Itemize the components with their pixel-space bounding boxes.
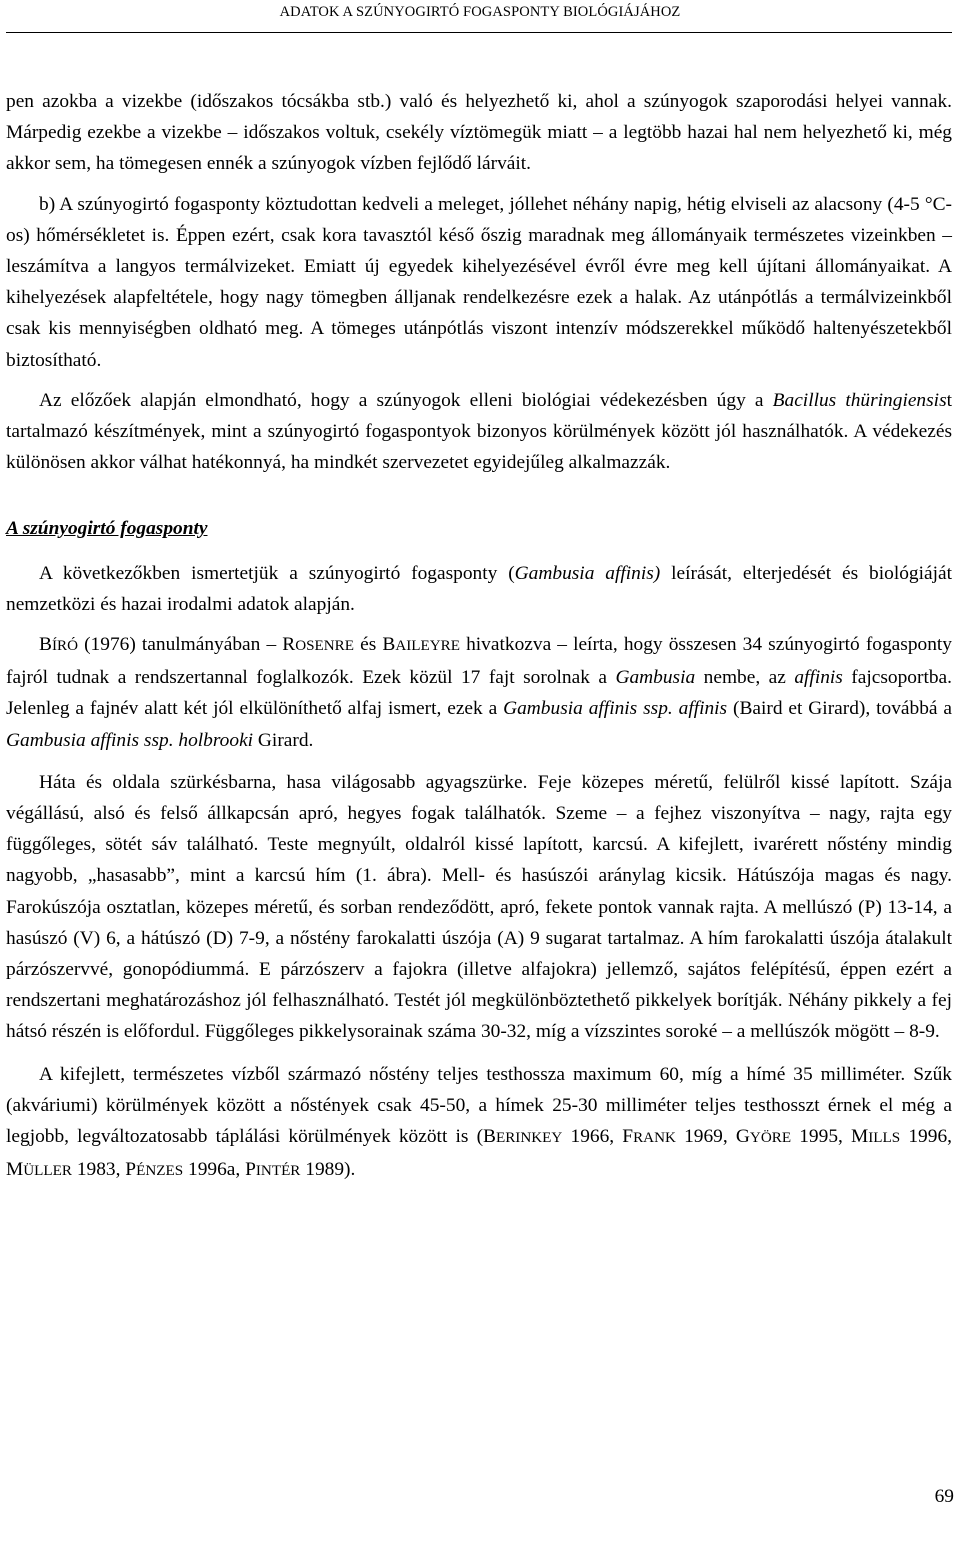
citation-author: BERINKEY	[483, 1126, 563, 1148]
paragraph-5: BÍRÓ (1976) tanulmányában – ROSENRE és BAILEYRE hivatkozva – leírta, hogy összesen 34 szúnyogirtó fogasponty fajról tudnak a rendszertannal foglalkozók. Ezek közül 17 fajt sorolnak a Gambusia nembe, az affinis fajcsoportba. Jelenleg a fajnév alatt két jól elkülöníthető alfaj ismert, ezek a Gambusia affinis ssp. affinis (Baird et Girard), továbbá a Gambusia affinis ssp. holbrooki Girard.	[6, 634, 952, 751]
author-name: OSENRE	[295, 638, 355, 655]
citation-author: ILLS	[868, 1130, 901, 1147]
running-header: ADATOK A SZÚNYOGIRTÓ FOGASPONTY BIOLÓGIÁJÁHOZ	[279, 4, 681, 20]
citation-author: ÉNZES	[136, 1163, 184, 1180]
header-divider	[6, 32, 952, 33]
paragraph-1: pen azokba a vizekbe (időszakos tócsákba stb.) való és helyezhető ki, ahol a szúnyogok szaporodási helyei vannak. Márpedig ezekbe a vizekbe – időszakos voltuk, csekély víztömegük miatt – a legtöbb hazai hal nem helyezhető ki, még akkor sem, ha tömegesen ennék a szúnyogok vízben fejlődő lárváit.	[6, 91, 952, 175]
subspecies-name: Gambusia affinis ssp. holbrooki	[6, 729, 254, 751]
paragraph-4: A következőkben ismertetjük a szúnyogirtó fogasponty (Gambusia affinis) leírását, elterjedését és biológiáját nemzetközi és hazai irodalmi adatok alapján.	[6, 562, 952, 615]
paragraph-7: A kifejlett, természetes vízből származó nőstény teljes testhossza maximum 60, míg a hímé 35 milliméter. Szűk (akváriumi) körülmények között a nőstények csak 45-50, a hímek 25-30 milliméter teljes testhosszt érnek el még a legjobb, legváltozatosabb táplálási körülmények között is (BERINKEY 1966, FRANK 1969, GYÖRE 1995, MILLS 1996, MÜLLER 1983, PÉNZES 1996a, PINTÉR 1989).	[6, 1063, 952, 1181]
species-group-name: affinis	[794, 667, 843, 689]
species-name: Bacillus thüringiensis	[772, 389, 947, 411]
subspecies-name: Gambusia affinis ssp. affinis	[503, 698, 728, 720]
paragraph-3: Az előzőek alapján elmondható, hogy a szúnyogok elleni biológiai védekezésben úgy a Bacillus thüringiensist tartalmazó készítmények, mint a szúnyogirtó fogaspontyok bizonyos körülmények között jól használhatók. A védekezés különösen akkor válhat hatékonnyá, ha mindkét szervezetet egyidejűleg alkalmazzák.	[6, 389, 952, 474]
genus-name: Gambusia	[615, 667, 696, 689]
citation-author: ÜLLER	[23, 1163, 72, 1180]
species-name: Gambusia affinis)	[514, 562, 661, 584]
citation-author: INTÉR	[255, 1163, 301, 1180]
paragraph-6: Háta és oldala szürkésbarna, hasa világosabb agyagszürke. Feje közepes méretű, felülről kissé lapított. Szája végállású, alsó és felső állkapcsán apró, hegyes fogak találhatók. Szeme – a fejhez viszonyítva – nagy, rajta egy függőleges, sötét sáv található. Teste megnyúlt, oldalról kissé lapított, karcsú. A kifejlett, ivarérett nőstény mindig nagyobb, „hasasabb”, mint a karcsú hím (1. ábra). Mell- és hasúszói aránylag kicsik. Hátúszója magas és nagy. Farokúszója osztatlan, közepes méretű, és sorban rendeződött, apró, fekete pontok vannak rajta. A mellúszó (P) 13-14, a hasúszó (V) 6, a hátúszó (D) 7-9, a nőstény farokalatti úszója (A) 9 sugarat tartalmaz. A hím farokalatti úszója átalakult párzószervvé, gonopódiummá. E párzószerv a fajokra (illetve alfajokra) jellemző, sajátos felépítésű, éppen ezért a rendszertani meghatározáshoz jól felhasználható. Testét jól megkülönböztethető pikkelyek borítják. Néhány pikkely a fej hátsó részén is előfordul. Függőleges pikkelysorainak száma 30-32, míg a vízszintes soroké – a mellúszók mögött – 8-9.	[6, 771, 952, 1043]
citation-author: RANK	[633, 1130, 676, 1147]
page-number: 69	[934, 1486, 954, 1507]
page-body	[6, 86, 952, 1188]
paragraph-2: b) A szúnyogirtó fogasponty köztudottan kedveli a meleget, jóllehet néhány napig, hétig elviseli az alacsony (4-5 °C-os) hőmérsékletet is. Éppen ezért, csak kora tavasztól késő őszig maradnak meg állományaik természetes vizeinkben – leszámítva a langyos termálvizeket. Emiatt új egyedek kihelyezésével évről évre meg kell újítani állományaikat. A kihelyezések alapfeltétele, hogy nagy tömegben álljanak rendelkezésre ezek a halak. Az utánpótlás a termálvizeinkből csak kis mennyiségben oldható meg. A tömeges utánpótlás viszont intenzív módszerekkel működő haltenyészetekből biztosítható.	[6, 193, 952, 371]
section-heading: A szúnyogirtó fogasponty	[6, 518, 208, 540]
author-name: BÍRÓ	[39, 634, 78, 656]
citation-author: YÖRE	[749, 1130, 792, 1147]
author-name: AILEYRE	[395, 638, 460, 655]
